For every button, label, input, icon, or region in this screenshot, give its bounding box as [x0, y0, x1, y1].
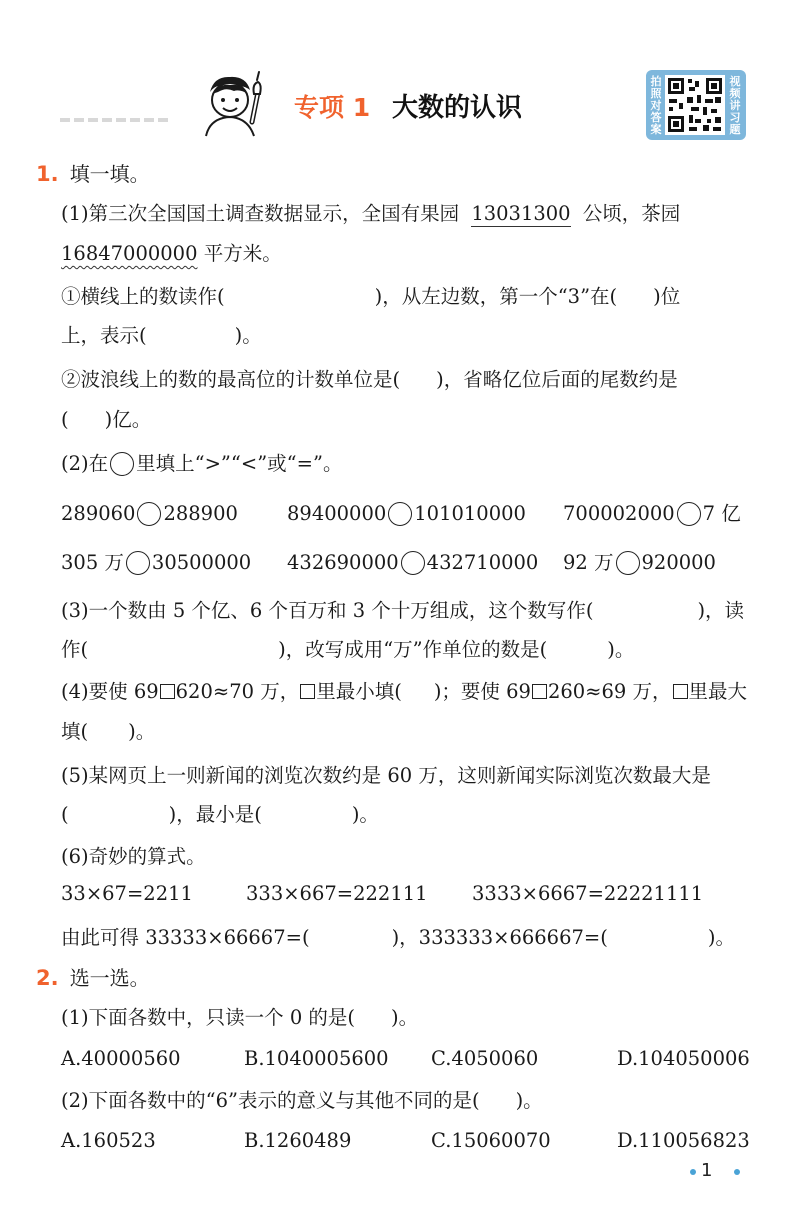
compare-item-4 [61, 549, 251, 577]
q1-p6-a: 由此可得 33333×66667=( [61, 926, 310, 949]
q1-p3-c: 作( [61, 638, 89, 661]
straight-underlined-number: 13031300 [471, 202, 571, 225]
q1-p3-a: (3)一个数由 5 个亿、6 个百万和 3 个十万组成，这个数写作( [61, 599, 594, 622]
q1-sub1-b: )，从左边数，第一个“3”在( [374, 285, 618, 308]
q2-p1-end: )。 [391, 1006, 419, 1029]
q1-p5-line1: (5)某网页上一则新闻的浏览次数约是 60 万，这则新闻实际浏览次数最大是 [61, 764, 711, 787]
page-title: 大数的认识 [392, 93, 523, 123]
q1-p4-d: )；要使 69 [433, 680, 531, 703]
q2-p1-text: (1)下面各数中，只读一个 0 的是( [61, 1006, 356, 1029]
q1-p3-line1 [61, 597, 744, 625]
q1-p6-conclusion [61, 924, 735, 952]
q1-p2-intro [61, 450, 342, 478]
equation-3: 3333×6667=22221111 [472, 882, 704, 905]
q2-p2-option-b[interactable]: B.1260489 [244, 1129, 352, 1152]
page-dot-right-icon [734, 1169, 740, 1175]
q1-sub2-a: ②波浪线上的数的最高位的计数单位是( [61, 368, 401, 391]
q1-sub1-c: )位 [653, 285, 681, 308]
q1-p5-a: ( [61, 803, 69, 826]
compare-right: 7 亿 [702, 502, 741, 525]
compare-right: 288900 [163, 502, 238, 525]
compare-right: 30500000 [151, 551, 252, 574]
q1-sub2-d: )亿。 [104, 408, 152, 431]
q1-p1-intro-b: 公顷，茶园 [582, 202, 681, 225]
compare-left: 89400000 [287, 502, 387, 525]
q1-p4-h: )。 [128, 720, 156, 743]
q1-p4-f: 里最大 [688, 680, 748, 703]
q1-sub2-b: )，省略亿位后面的尾数约是 [436, 368, 678, 391]
q2-p2-option-a[interactable]: A.160523 [61, 1129, 156, 1152]
q1-title: 填一填。 [69, 162, 150, 186]
qr-code-icon[interactable] [665, 75, 725, 135]
q1-p5-line2 [61, 801, 379, 829]
q1-p1-line1 [61, 200, 680, 228]
q2-p2-question [61, 1087, 543, 1115]
page-dot-left-icon [690, 1169, 696, 1175]
q2-p1-option-b[interactable]: B.1040005600 [244, 1047, 389, 1070]
compare-item-5 [287, 549, 538, 577]
decoration-lines-icon [60, 115, 170, 125]
q1-p6-c: )。 [707, 926, 735, 949]
compare-left: 289060 [61, 502, 136, 525]
qr-code-panel[interactable] [646, 70, 746, 140]
compare-left: 700002000 [563, 502, 675, 525]
q1-p4-line1 [61, 678, 747, 706]
compare-circle[interactable] [616, 551, 640, 575]
compare-circle[interactable] [401, 551, 425, 575]
q1-p4-c: 里最小填( [316, 680, 402, 703]
q1-p1-intro-c: 平方米。 [203, 242, 282, 265]
circle-blank-icon [110, 452, 134, 476]
q2-p1-option-a[interactable]: A.40000560 [61, 1047, 181, 1070]
q2-p2-end: )。 [515, 1089, 543, 1112]
q2-number: 2. [36, 966, 59, 990]
q1-p1-sub1-line2 [61, 322, 262, 350]
compare-left: 432690000 [287, 551, 399, 574]
q1-p1-sub2-line2 [61, 406, 151, 434]
header-decoration [60, 110, 170, 120]
q1-p5-c: )。 [351, 803, 379, 826]
q1-number: 1. [36, 162, 59, 186]
q1-p4-line2 [61, 718, 155, 746]
square-blank-icon [160, 684, 175, 699]
compare-item-6 [563, 549, 716, 577]
square-blank-icon [673, 684, 688, 699]
compare-left: 305 万 [61, 551, 124, 574]
q2-p1-question [61, 1004, 418, 1032]
compare-circle[interactable] [126, 551, 150, 575]
q1-p2-intro-a: (2)在 [61, 452, 109, 475]
q1-p4-e: 260≈69 万， [547, 680, 672, 703]
q1-sub1-d: 上，表示( [61, 324, 147, 347]
qr-left-label: 拍照对答案 [650, 75, 662, 136]
q1-p3-e: )。 [607, 638, 635, 661]
q2-p2-text: (2)下面各数中的“6”表示的意义与其他不同的是( [61, 1089, 480, 1112]
q1-p3-line2 [61, 636, 634, 664]
square-blank-icon [300, 684, 315, 699]
q1-sub1-e: )。 [234, 324, 262, 347]
wavy-underlined-number: 16847000000 [61, 242, 198, 265]
square-blank-icon [532, 684, 547, 699]
compare-circle[interactable] [388, 502, 412, 526]
q1-p2-intro-b: 里填上“>”“<”或“=”。 [136, 452, 343, 475]
q2-title: 选一选。 [69, 966, 150, 990]
q1-p1-intro-a: (1)第三次全国国土调查数据显示，全国有果园 [61, 202, 460, 225]
compare-circle[interactable] [137, 502, 161, 526]
compare-left: 92 万 [563, 551, 614, 574]
q1-p4-b: 620≈70 万， [175, 680, 300, 703]
q1-p3-b: )，读 [697, 599, 745, 622]
q1-p6-b: )，333333×666667=( [391, 926, 608, 949]
q1-p4-g: 填( [61, 720, 89, 743]
q2-p1-option-c[interactable]: C.4050060 [431, 1047, 539, 1070]
q1-p6-heading: (6)奇妙的算式。 [61, 845, 206, 868]
page-number: 1 [701, 1160, 713, 1181]
q1-p1-line2 [61, 240, 282, 268]
q2-p2-option-d[interactable]: D.110056823 [617, 1129, 750, 1152]
equation-2: 333×667=222111 [246, 882, 428, 905]
compare-right: 432710000 [426, 551, 539, 574]
q1-sub1-a: ①横线上的数读作( [61, 285, 225, 308]
compare-item-2 [287, 500, 526, 528]
q1-p4-a: (4)要使 69 [61, 680, 159, 703]
q1-heading [36, 158, 150, 187]
compare-right: 101010000 [414, 502, 526, 525]
q1-p5-b: )，最小是( [168, 803, 262, 826]
q1-sub2-c: ( [61, 408, 69, 431]
q1-p1-sub2-line1 [61, 366, 678, 394]
compare-circle[interactable] [677, 502, 701, 526]
compare-item-3 [563, 500, 741, 528]
q2-p1-option-d[interactable]: D.104050006 [617, 1047, 750, 1070]
q1-p1-sub1-line1 [61, 283, 680, 311]
qr-right-label: 视频讲习题 [729, 75, 741, 136]
q2-p2-option-c[interactable]: C.15060070 [431, 1129, 551, 1152]
equation-1: 33×67=2211 [61, 882, 193, 905]
section-label: 专项 1 [294, 93, 371, 122]
q2-heading [36, 962, 150, 991]
mascot-boy-icon [196, 70, 276, 138]
compare-item-1 [61, 500, 238, 528]
q1-p3-d: )，改写成用“万”作单位的数是( [278, 638, 548, 661]
compare-right: 920000 [641, 551, 716, 574]
